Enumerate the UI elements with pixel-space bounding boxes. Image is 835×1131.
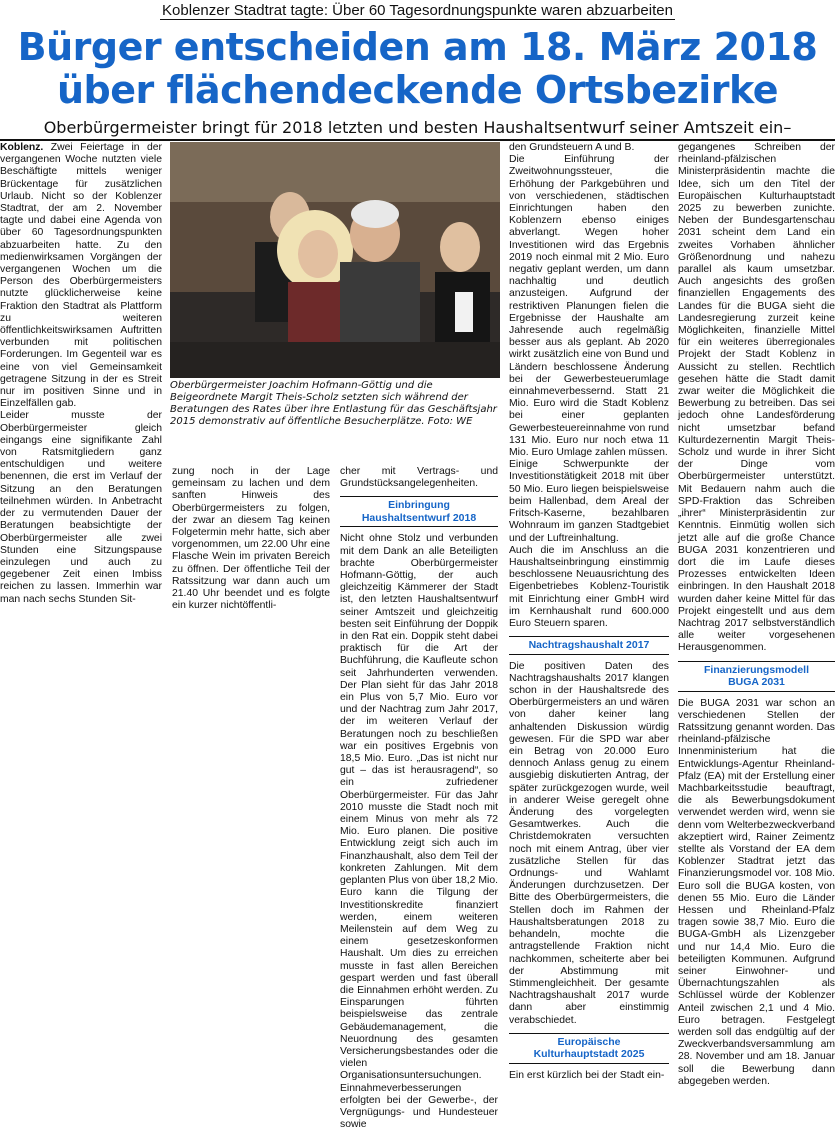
subheadline: Oberbürgermeister bringt für 2018 letzten und besten Haushaltsentwurf seiner Amtszeit ein–	[43, 118, 792, 137]
paragraph: Ein erst kürzlich bei der Stadt ein-	[509, 1069, 665, 1081]
section-heading-kulturhauptstadt	[509, 1033, 669, 1064]
section-heading-line: Einbringung	[388, 499, 450, 512]
photo-illustration	[170, 142, 500, 378]
section-heading-nachtrag	[509, 636, 669, 655]
paragraph: zung noch in der Lage gemeinsam zu lachen und dem sanften Hinweis des Oberbürgermeisters zu folgen, der zwar an diesem Tag keinen Folgetermin mehr hatte, sich aber vorgenommen, um 22.00 Uhr eine Flasche Wein im privaten Bereich zu öffnen. Der öffentliche Teil der Ratssitzung war dann auch um 21.40 Uhr beendet und es folgte ein kurzer nichtöffentli-	[172, 466, 330, 612]
paragraph: Nicht ohne Stolz und verbunden mit dem Dank an alle Beteiligten brachte Oberbürgermeister Hofmann-Göttig, der auch gleichzeitig Kämmerer der Stadt ist, den letzten Haushaltsentwurf seiner Amtszeit und gleichzeitig besten seit Einführung der Doppik in den Rat ein. Doppik steht dabei praktisch für die Art der Buchführung, die Kaufleute schon seit Jahrhunderten verwenden. Der Plan sieht für das Jahr 2018 ein Plus von 5,7 Mio. Euro vor und der Nachtrag zum Jahr 2017, der im weiteren Verlauf der Beratungen noch zu beschließen war ein positives Ergebnis von 18,5 Mio. Euro. „Das ist nicht nur gut – das ist herausragend“, so ein zufriedener Oberbürgermeister. Für das Jahr 2010 musste die Stadt noch mit einem Minus von mehr als 72 Mio. Euro planen. Die positive Entwicklung zeigt sich auch im Finanzhaushalt, also dem Teil der konkreten Zahlungen. Mit dem geplanten Plus von über 18,2 Mio. Euro kann die Tilgung der Investitionskredite finanziert werden, einem weiteren Meilenstein auf dem Weg zu einem gesetzeskonformen Haushalt. Um dies zu erreichen musste in fast allen Bereichen gespart werden und fast überall die Einnahmen erhöht werden. Zu Einsparungen führten beispielsweise das zentrale Gebäudemanagement, die Neuordnung des gesamten Versicherungsbestandes oder die vielen Organisationsuntersuchungen. Einnahmeverbesserungen erfolgten bei der Gewerbe-, der Vergnügungs- und Hundesteuer sowie	[340, 533, 498, 1131]
paragraph: den Grundsteuern A und B.	[509, 142, 635, 153]
kicker	[0, 2, 835, 19]
column-3	[340, 466, 498, 1131]
section-heading-line: Haushaltsentwurf 2018	[361, 511, 477, 524]
paragraph: Auch die im Anschluss an die Haushaltseinbringung einstimmig beschlossene Neuausrichtung des Eigenbetriebes Koblenz-Touristik mit Einrichtung einer GmbH wird im Kernhaushalt rund 600.000 Euro Steuern sparen.	[509, 544, 669, 629]
section-heading-line: Kulturhauptstadt 2025	[533, 1048, 645, 1061]
column-1	[0, 142, 162, 606]
headline-line-2: über flächendeckende Ortsbezirke	[56, 68, 779, 112]
paragraph: cher mit Vertrags- und Grundstücksangelegenheiten.	[340, 466, 498, 490]
section-heading-einbringung	[340, 496, 498, 527]
column-4	[509, 142, 669, 1082]
headline-line-1: Bürger entscheiden am 18. März 2018	[17, 25, 818, 69]
photo-caption: Oberbürgermeister Joachim Hofmann-Göttig und die Beigeordnete Margit Theis-Scholz setzten sich während der Beratungen des Rates über ihre Entlastung für das Geschäftsjahr 2015 demonstrativ auf öffentliche Besucherplätze. Foto: WE	[170, 380, 497, 427]
column-5	[678, 142, 835, 1088]
paragraph: gegangenes Schreiben der rheinland-pfälzischen Ministerpräsidentin machte die Idee, sich um den Titel der Europäischen Kulturhauptstadt 2025 zu bewerben zunichte. Neben der Bundesgartenschau 2031 scheint dem Land ein zweites Vorhaben ähnlicher Größenordnung und nahezu parallel als kaum umsetzbar. Auch angesichts des großen finanziellen Engagements des Landes für die BUGA sieht die Landesregierung zurzeit keine Möglichkeiten, finanzielle Mittel für ein weiteres überregionales Projekt der Stadt Koblenz in Aussicht zu stellen. Rechtlich gesehen hätte die Stadt damit zwar weiter die Möglichkeit die Bewerbung zu betreiben. Das sei jedoch ohne Landesförderung nicht umsetzbar befand Kulturdezernentin Margit Theis-Scholz und wurde in ihrer Sicht der Dinge vom Oberbürgermeister unterstützt. Mit Bedauern nahm auch die SPD-Fraktion das Schreiben „ihrer“ Ministerpräsidentin zur Kenntnis. Einmütig wollen sich jetzt alle auf die große Chance BUGA 2031 konzentrieren und dort die im Laufe dieses Prozesses entwickelten Ideen einbringen. In den Haushalt 2018 wurden daher keine Mittel für das Projekt eingestellt und aus dem Nachtrag 2017 selbstverständlich alle weiter vorgesehenen Herausgenommen.	[678, 142, 835, 654]
paragraph: Einige Schwerpunkte der Investitionstätigkeit 2018 mit über 50 Mio. Euro liegen beispielsweise beim Hallenbad, dem Areal der Fritsch-Kaserne, bezahlbaren Wohnraum im ganzen Stadtgebiet und der Luftreinhaltung.	[509, 459, 669, 544]
top-rule	[0, 139, 835, 141]
paragraph: Leider musste der Oberbürgermeister gleich eingangs eine signifikante Zahl von Ratsmitgliedern ganz entschuldigen und weitere benennen, die erst im Verlauf der Sitzung an den Beratungen teilnehmen würden. In Anbetracht der zu vermutenden Dauer der Beratungen beabsichtigte der Oberbürgermeister alle zwei Stunden eine Sitzungspause einzulegen und auch zu gegebener Zeit einen Imbiss reichen zu lassen. Immerhin war man nach sechs Stunden Sit-	[0, 410, 162, 605]
headline	[0, 26, 835, 112]
section-heading-line: Europäische	[557, 1035, 621, 1048]
column-2	[172, 466, 330, 612]
kicker-text: Koblenzer Stadtrat tagte: Über 60 Tagesordnungspunkte waren abzuarbeiten	[162, 2, 673, 19]
intro-paragraph	[0, 142, 162, 410]
section-heading-buga	[678, 661, 835, 692]
paragraph: Die positiven Daten des Nachtragshaushalts 2017 klangen schon in der Haushaltsrede des Oberbürgermeisters an und wären von daher keiner lang anhaltenden Diskussion würdig gewesen. Für die SPD war aber ein Betrag von 20.000 Euro dennoch Anlass genug zu einem ausgiebig diskutierten Antrag, der später zurückgezogen wurde, weil in anderer Weise geregelt ohne Änderung des vorgelegten Gesamtwerkes. Auch die Christdemokraten versuchten noch mit einem Antrag, über vier zusätzliche Stellen für das Ordnungs- und Wahlamt Änderungen durchzusetzen. Der Bitte des Oberbürgermeisters, die Stellen doch im Rahmen der Haushaltsberatungen 2018 zu behandeln, mochte die antragstellende Fraktion nicht nachkommen, scheiterte aber bei der Abstimmung mit Stimmengleichheit. Der gesamte Nachtragshaushalt 2017 wurde dann aber einstimmig verabschiedet.	[509, 660, 669, 1026]
paragraph: Die BUGA 2031 war schon an verschiedenen Stellen der Ratssitzung genannt worden. Das rheinland-pfälzische Innenministerium hat die Entwicklungs-Agentur Rheinland-Pfalz (EA) mit der Erstellung einer Machbarkeitsstudie beauftragt, die als Bewerbungsdokument verwendet werden wird, wenn sie denn vom Welterbezweckverband akzeptiert wird, Rainer Zeimentz stellte als Vorstand der EA dem Koblenzer Stadtrat jetzt das Finanzierungsmodel vor. 108 Mio. Euro soll die BUGA kosten, von denen 55 Mio. Euro die Länder Hessen und Rheinland-Pfalz tragen sowie 38,7 Mio. Euro die BUGA-GmbH als Lizenzgeber und nur 14,4 Mio. Euro die beteiligten Kommunen. Aufgrund seiner Einwohner- und Übernachtungszahlen als Schlüssel würde der Koblenzer Anteil zwischen 2,1 und 4 Mio. Euro betragen. Festgelegt werden soll das endgültig auf der Zweckverbandsversammlung am 28. November und am 18. Januar soll die Bewerbung dann abgegeben werden.	[678, 697, 835, 1087]
section-heading-line: BUGA 2031	[728, 676, 785, 689]
paragraph-text: Zwei Feiertage in der vergangenen Woche nutzten viele Beschäftigte mittels weniger Brückentage für zusätzlichen Urlaub. Nicht so der Koblenzer Stadtrat, der am 2. November tagte und dabei eine Agenda von über 60 Tagesordnungspunkten abzuarbeiten hatte. Zu den medienwirksamen Vorgängen der vergangenen Wochen um die Person des Oberbürgermeisters nutzte glücklicherweise keine Fraktion den Stadtrat als Plattform zu weiteren öffentlichkeitswirksamen Auftritten verbunden mit politischen Forderungen. Im Gegenteil war es eine von viel Gemeinsamkeit getragene Sitzung in der es Streit nur im positiven Sinne und in Einzelfällen gab.	[0, 142, 162, 410]
section-heading-line: Nachtragshaushalt 2017	[528, 639, 650, 652]
section-heading-line: Finanzierungsmodell	[703, 663, 809, 676]
paragraph: Die Einführung der Zweitwohnungssteuer, die Erhöhung der Parkgebühren und von verschiedenen, städtischen Einrichtungen haben den Koblenzern ebenso einiges abverlangt. Wegen hoher Investitionen wird das Ergebnis 2019 noch einmal mit 2 Mio. Euro negativ geplant werden, um dann nachhaltig und deutlich anzusteigen. Aufgrund der restriktiven Planungen fielen die Ergebnisse der Haushalte am Jahresende auch regelmäßig besser aus als geplant. Ab 2020 wirkt zusätzlich eine von Bund und Ländern beschlossene Änderung bei der Gewerbesteuerumlage einnahmeverbessernd. Statt 21 Mio. Euro wird die Stadt Koblenz bei einer geplanten Gewerbesteuereinnahme von rund 131 Mio. Euro nur noch etwa 11 Mio. Euro Umlage zahlen müssen.	[509, 154, 669, 459]
article-photo	[170, 142, 500, 378]
dateline: Koblenz.	[0, 142, 44, 153]
